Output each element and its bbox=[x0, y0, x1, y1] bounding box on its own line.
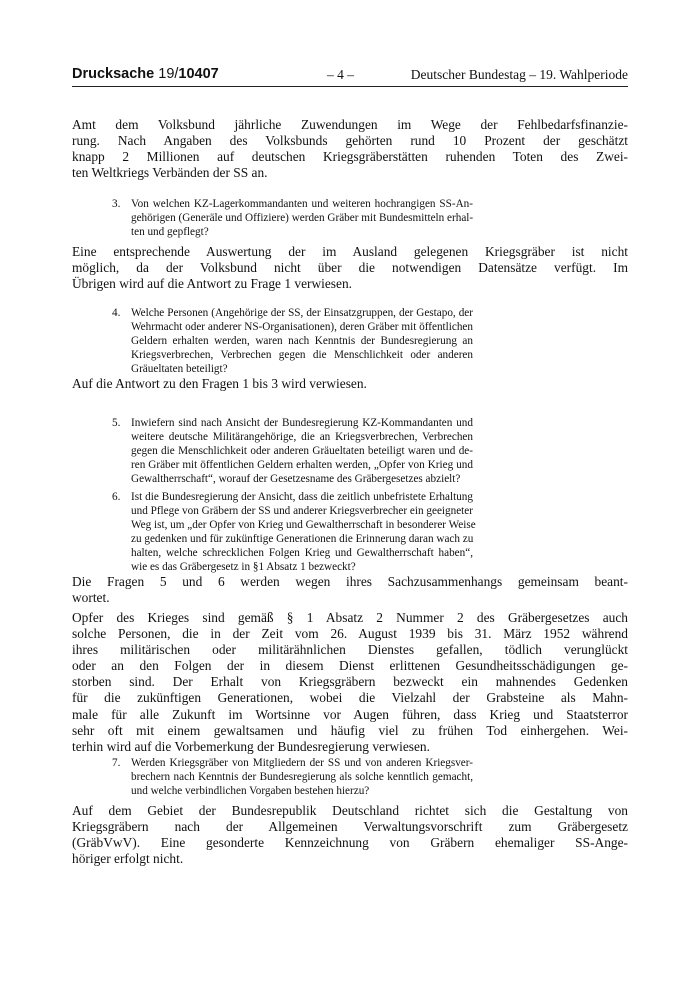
text-line: ten Weltkriegs Verbänden der SS an. bbox=[72, 165, 268, 181]
text-line: brechern nach Kenntnis der Bundesregierung als solche kenntlich gemacht, bbox=[131, 771, 473, 784]
text-line: Amt dem Volksbund jährliche Zuwendungen im Wege der Fehlbedarfsfinanzie- bbox=[72, 117, 628, 132]
text-line: ihres militärischen oder militärähnlichen Dienstes gefallen, tödlich verunglückt bbox=[72, 642, 628, 658]
answer-paragraph bbox=[72, 610, 628, 755]
question-number: 3. bbox=[112, 198, 121, 210]
doc-number-main: 10407 bbox=[178, 66, 219, 82]
text-line: und Pflege von Gräbern der SS und anderer Kriegsverbrecher ein geeigneter bbox=[131, 505, 473, 518]
text-line: (GräbVwV). Eine gesonderte Kennzeichnung von Gräbern ehemaliger SS-Ange- bbox=[72, 835, 628, 851]
question-5 bbox=[112, 416, 628, 486]
question-6 bbox=[112, 490, 628, 575]
text-line: solche Personen, die in der Zeit vom 26. August 1939 bis 31. März 1952 während bbox=[72, 626, 628, 642]
text-line: Von welchen KZ-Lagerkommandanten und weiteren hochrangigen SS-An- bbox=[131, 198, 473, 210]
question-4 bbox=[112, 306, 628, 376]
text-line: sehr oft mit einem gewaltsamen und häufig viel zu frühen Tod einhergehen. Wei- bbox=[72, 722, 628, 738]
text-line: Auf die Antwort zu den Fragen 1 bis 3 wird verwiesen. bbox=[72, 376, 367, 391]
answer-paragraph bbox=[72, 244, 628, 292]
parliament-period: Deutscher Bundestag – 19. Wahlperiode bbox=[410, 67, 628, 82]
text-line: knapp 2 Millionen auf deutschen Kriegsgräberstätten ruhenden Toten des Zwei- bbox=[72, 149, 628, 165]
text-line: weitere deutsche Militärangehörige, die an Kriegsverbrechen, Verbrechen bbox=[131, 431, 473, 444]
text-line: halten, welche schrecklichen Folgen Krieg und Gewaltherrschaft haben“, bbox=[131, 547, 473, 560]
text-line: Übrigen wird auf die Antwort zu Frage 1 verwiesen. bbox=[72, 276, 353, 292]
text-line: Eine entsprechende Auswertung der im Ausland gelegenen Kriegsgräber ist nicht bbox=[72, 244, 628, 259]
text-line: wortet. bbox=[72, 590, 110, 606]
answer-paragraph bbox=[72, 574, 628, 606]
text-line: höriger erfolgt nicht. bbox=[72, 851, 184, 867]
text-line: Geldern erhalten werden, waren nach Kenntnis der Bundesregierung an bbox=[131, 335, 473, 348]
question-number: 6. bbox=[112, 491, 121, 503]
text-line: ren Gräber mit öffentlichen Geldern erhalten werden, „Opfer von Krieg und bbox=[131, 459, 473, 472]
text-line: rung. Nach Angaben des Volksbunds gehörten rund 10 Prozent der geschätzt bbox=[72, 133, 628, 149]
page-header bbox=[72, 66, 628, 87]
document-number bbox=[72, 66, 219, 82]
question-text bbox=[131, 756, 473, 798]
question-number: 4. bbox=[112, 307, 121, 319]
question-text bbox=[131, 490, 476, 575]
text-line: Weg ist, um „der Opfer von Krieg und Gewaltherrschaft in besonderer Weise bbox=[131, 519, 476, 532]
text-line: gegen die Menschlichkeit oder anderen Gräueltaten beteiligt waren und de- bbox=[131, 445, 473, 458]
text-line: zu gedenken und für zukünftige Generationen die Erinnerung daran wach zu bbox=[131, 533, 474, 546]
text-line: Die Fragen 5 und 6 werden wegen ihres Sachzusammenhangs gemeinsam beant- bbox=[72, 574, 628, 589]
text-line: für die zukünftigen Generationen, wobei die Vielzahl der Grabsteine als Mahn- bbox=[72, 690, 628, 706]
question-text bbox=[131, 197, 473, 239]
answer-paragraph bbox=[72, 376, 628, 392]
text-line: Opfer des Krieges sind gemäß § 1 Absatz 2 Nummer 2 des Gräbergesetzes auch bbox=[72, 610, 628, 625]
text-line: Kriegsgräbern nach der Allgemeinen Verwaltungsvorschrift zum Gräbergesetz bbox=[72, 819, 628, 835]
text-line: Gräueltaten beteiligt? bbox=[131, 363, 228, 376]
question-3 bbox=[112, 197, 628, 239]
text-line: möglich, da der Volksbund nicht über die notwendigen Datensätze verfügt. Im bbox=[72, 260, 628, 276]
text-line: oder an den Folgen der in diesem Dienst erlittenen Gesundheitsschädigungen ge- bbox=[72, 658, 628, 674]
text-line: terhin wird auf die Vorbemerkung der Bundesregierung verwiesen. bbox=[72, 738, 430, 754]
text-line: Welche Personen (Angehörige der SS, der Einsatzgruppen, der Gestapo, der bbox=[131, 307, 473, 319]
text-line: und welche verbindlichen Vorgaben bestehen hierzu? bbox=[131, 785, 370, 798]
question-text bbox=[131, 416, 473, 486]
text-line: storben sind. Der Erhalt von Kriegsgräbern bezweckt ein mahnendes Gedenken bbox=[72, 674, 628, 690]
text-line: Werden Kriegsgräber von Mitgliedern der SS und von anderen Kriegsver- bbox=[131, 757, 473, 769]
answer-paragraph bbox=[72, 117, 628, 181]
text-line: ten und gepflegt? bbox=[131, 226, 209, 239]
text-line: male für alle Zukunft im Wortsinne vor Augen führen, dass Krieg und Staatsterror bbox=[72, 706, 628, 722]
text-line: Ist die Bundesregierung der Ansicht, dass die zeitlich unbefristete Erhaltung bbox=[131, 491, 473, 503]
answer-paragraph bbox=[72, 803, 628, 867]
text-line: Auf dem Gebiet der Bundesrepublik Deutschland richtet sich die Gestaltung von bbox=[72, 803, 628, 818]
text-line: gehörigen (Generäle und Offiziere) werden Gräber mit Bundesmitteln erhal- bbox=[131, 212, 474, 225]
doc-label: Drucksache bbox=[72, 66, 155, 82]
text-line: Inwiefern sind nach Ansicht der Bundesregierung KZ-Kommandanten und bbox=[131, 417, 473, 429]
question-7 bbox=[112, 756, 628, 798]
text-line: Gewaltherrschaft“, worauf der Gesetzesname des Gräbergesetzes abzielt? bbox=[131, 473, 461, 486]
question-number: 5. bbox=[112, 417, 121, 429]
page-number: – 4 – bbox=[327, 67, 354, 82]
text-line: wie es das Gräbergesetz in §1 Absatz 1 bezweckt? bbox=[131, 561, 356, 574]
text-line: Kriegsverbrechen, Verbrechen gegen die Menschlichkeit oder anderen bbox=[131, 349, 473, 362]
doc-number-prefix: 19/ bbox=[158, 66, 179, 82]
text-line: Wehrmacht oder anderer NS-Organisationen), deren Gräber mit öffentlichen bbox=[131, 321, 473, 334]
question-number: 7. bbox=[112, 757, 121, 769]
question-text bbox=[131, 306, 473, 376]
